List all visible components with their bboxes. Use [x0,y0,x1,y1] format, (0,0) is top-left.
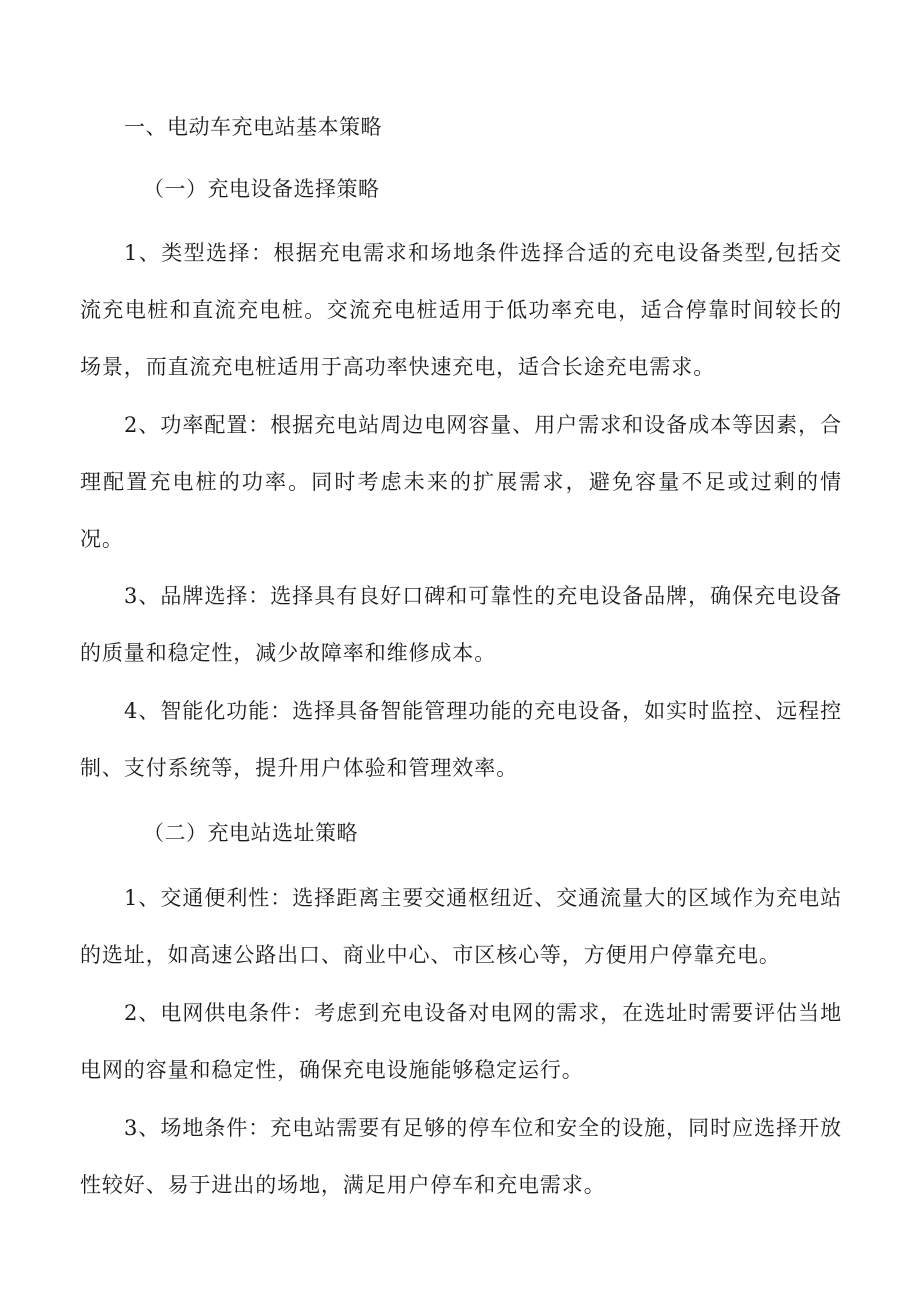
paragraph-power-config: 2、功率配置：根据充电站周边电网容量、用户需求和设备成本等因素，合理配置充电桩的功率。同时考虑未来的扩展需求，避免容量不足或过剩的情况。 [80,413,842,551]
section-heading: 一、电动车充电站基本策略 [124,115,382,139]
subsection-heading-equipment: （一）充电设备选择策略 [143,177,380,201]
paragraph-traffic-convenience: 1、交通便利性：选择距离主要交通枢纽近、交通流量大的区域作为充电站的选址，如高速公路出口、商业中心、市区核心等，方便用户停靠充电。 [80,886,842,967]
paragraph-smart-features: 4、智能化功能：选择具备智能管理功能的充电设备，如实时监控、远程控制、支付系统等，提升用户体验和管理效率。 [80,699,842,780]
subsection-heading-site: （二）充电站选址策略 [143,821,358,845]
paragraph-site-conditions: 3、场地条件：充电站需要有足够的停车位和安全的设施，同时应选择开放性较好、易于进出的场地，满足用户停车和充电需求。 [80,1116,842,1197]
paragraph-type-selection: 1、类型选择：根据充电需求和场地条件选择合适的充电设备类型,包括交流充电桩和直流充电桩。交流充电桩适用于低功率充电，适合停靠时间较长的场景，而直流充电桩适用于高功率快速充电，适合长途充电需求。 [80,241,842,379]
paragraph-brand-selection: 3、品牌选择：选择具有良好口碑和可靠性的充电设备品牌，确保充电设备的质量和稳定性，减少故障率和维修成本。 [80,584,842,665]
paragraph-grid-supply: 2、电网供电条件：考虑到充电设备对电网的需求，在选址时需要评估当地电网的容量和稳定性，确保充电设施能够稳定运行。 [80,1001,842,1082]
